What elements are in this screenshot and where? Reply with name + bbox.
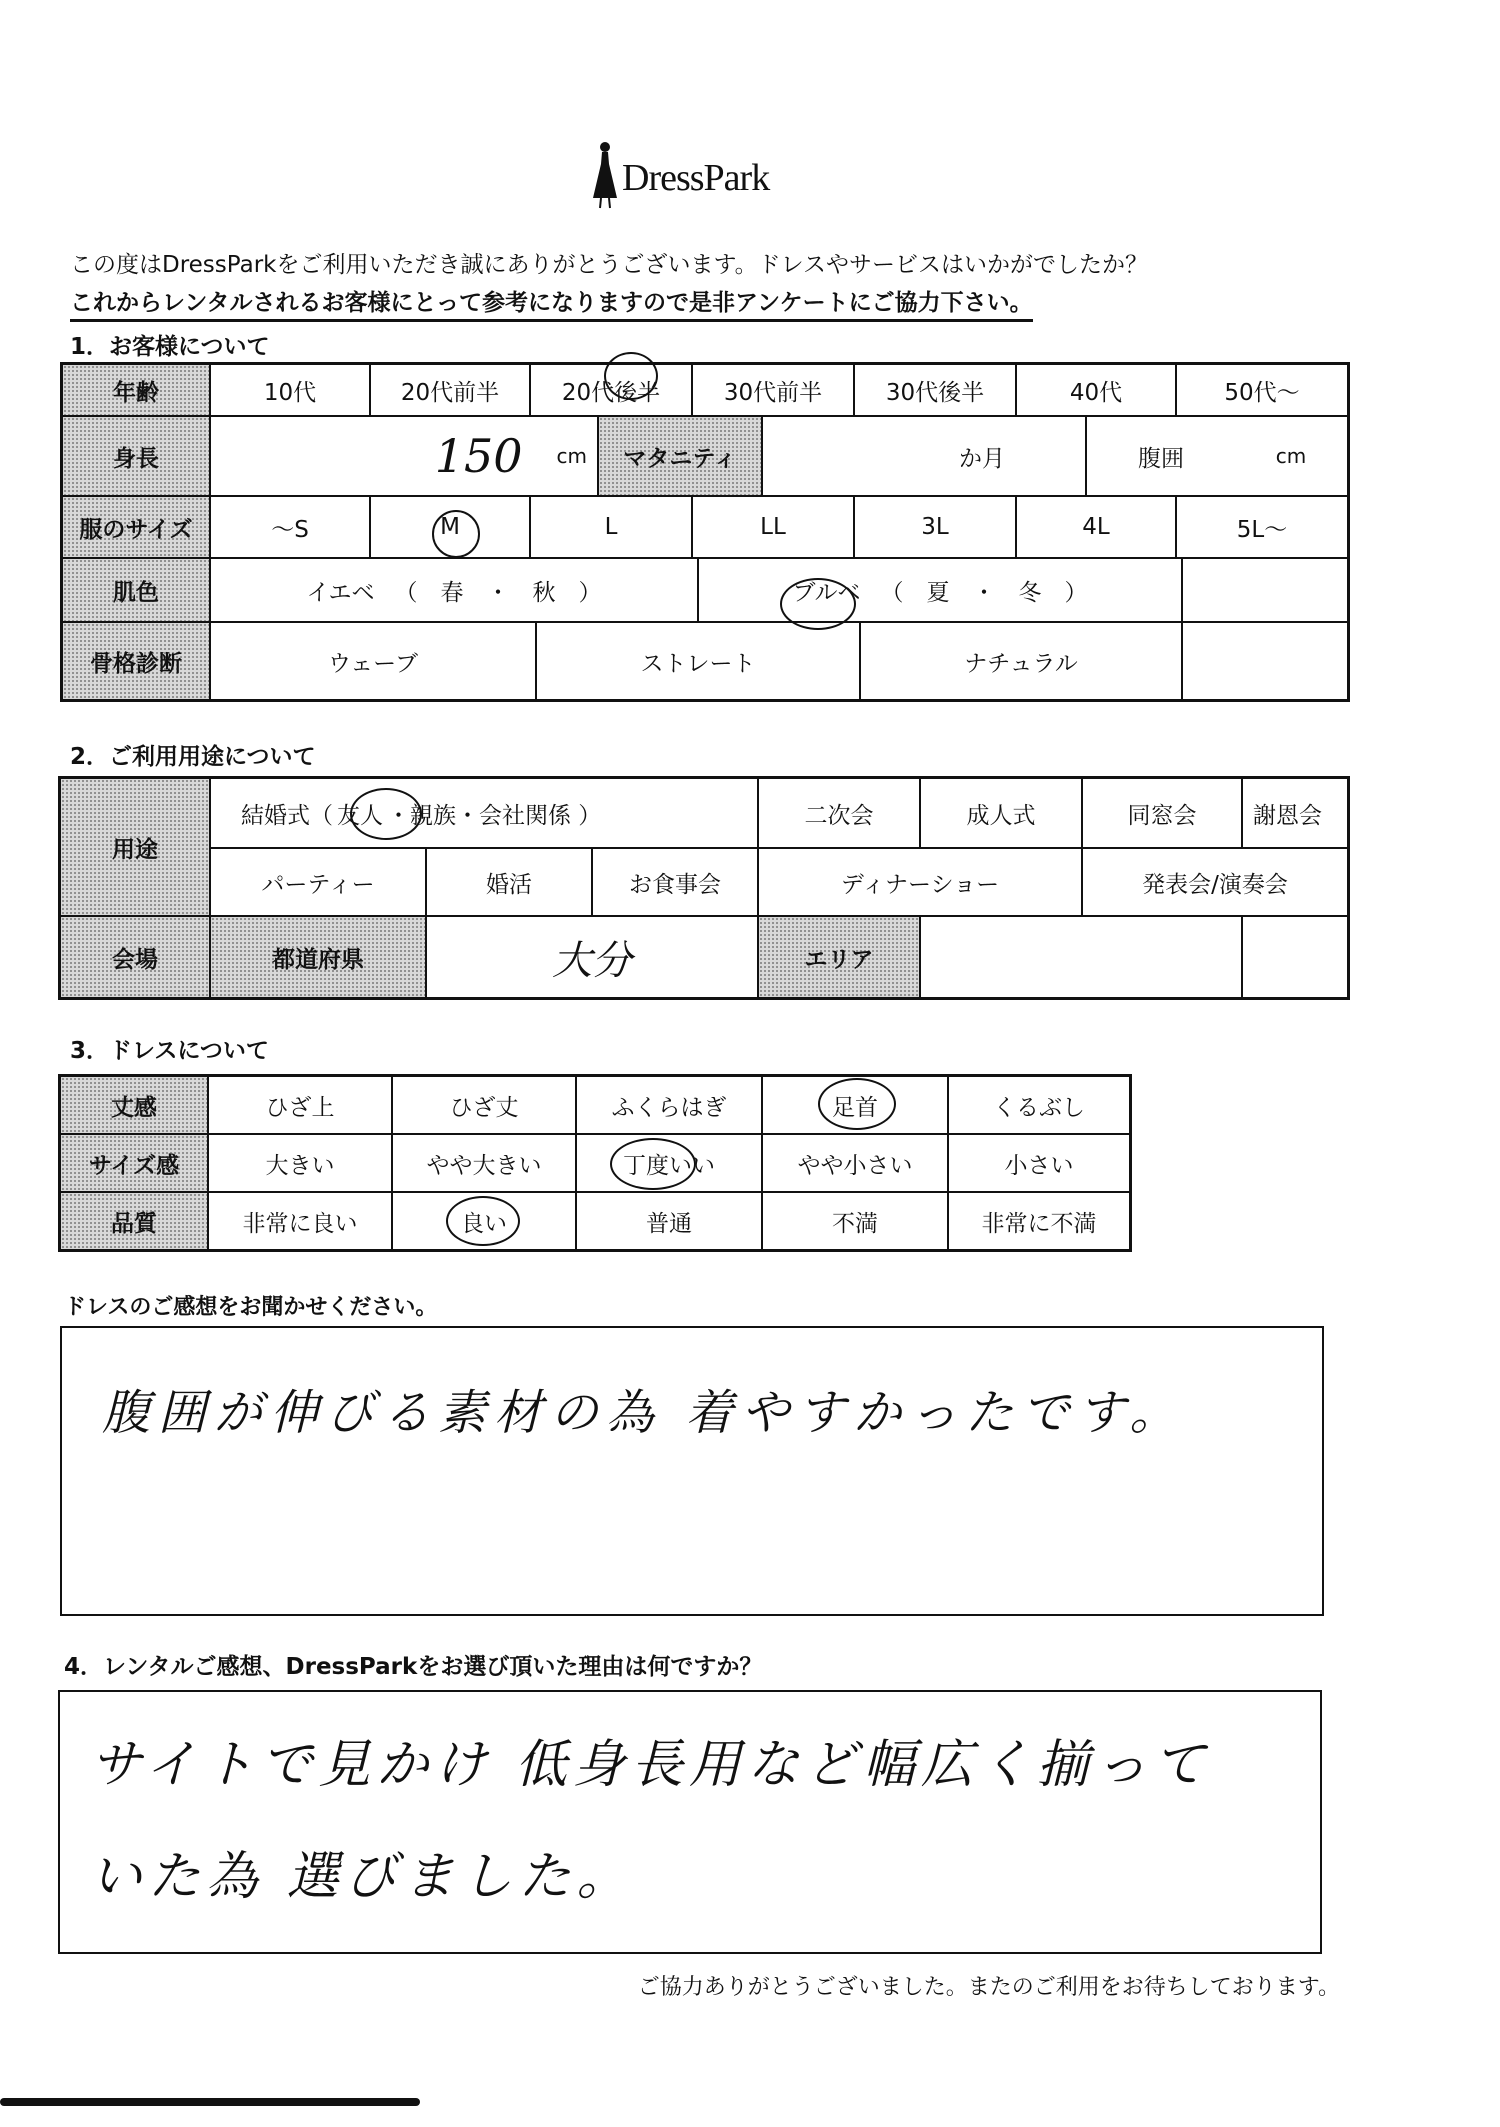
skin-yellow: イエベ bbox=[306, 579, 375, 606]
length-option[interactable]: ひざ丈 bbox=[393, 1077, 577, 1135]
empty-cell bbox=[1183, 559, 1347, 623]
length-option[interactable]: ひざ上 bbox=[209, 1077, 393, 1135]
intro-text: この度はDressParkをご利用いただき誠にありがとうございます。ドレスやサービスはいかがでしたか？ bbox=[70, 252, 1148, 278]
maternity-field[interactable] bbox=[763, 417, 1087, 497]
size-option[interactable]: 5L〜 bbox=[1177, 497, 1347, 559]
quality-option[interactable]: 普通 bbox=[577, 1193, 763, 1249]
height-label: 身長 bbox=[63, 417, 211, 497]
fit-option-selected[interactable]: 丁度いい bbox=[577, 1135, 763, 1193]
size-option[interactable]: LL bbox=[693, 497, 855, 559]
age-label: 年齢 bbox=[63, 365, 211, 417]
purpose-option[interactable]: 婚活 bbox=[427, 849, 593, 917]
frame-label: 骨格診断 bbox=[63, 623, 211, 699]
length-option-selected[interactable]: 足首 bbox=[763, 1077, 949, 1135]
comment-box[interactable] bbox=[60, 1326, 1324, 1616]
skin-blue-seasons: （ 夏 ・ 冬 ） bbox=[880, 579, 1088, 606]
fit-option[interactable]: 大きい bbox=[209, 1135, 393, 1193]
skin-circle-mark bbox=[780, 578, 856, 630]
reason-box[interactable] bbox=[58, 1690, 1322, 1954]
height-value: 150 bbox=[434, 429, 523, 483]
fit-option[interactable]: やや小さい bbox=[763, 1135, 949, 1193]
length-option[interactable]: くるぶし bbox=[949, 1077, 1129, 1135]
venue-label: 会場 bbox=[61, 917, 211, 997]
size-option[interactable]: 〜S bbox=[211, 497, 371, 559]
fit-option[interactable]: やや大きい bbox=[393, 1135, 577, 1193]
quality-option[interactable]: 非常に良い bbox=[209, 1193, 393, 1249]
customer-table bbox=[60, 362, 1350, 702]
prefecture-label: 都道府県 bbox=[211, 917, 427, 997]
frame-option[interactable]: ナチュラル bbox=[861, 623, 1183, 699]
age-option-selected[interactable]: 20代後半 bbox=[531, 365, 693, 417]
comment-text: 腹囲が伸びる素材の為 着やすかったです。 bbox=[102, 1385, 1186, 1441]
fit-circle-mark bbox=[610, 1138, 696, 1190]
age-option[interactable]: 50代〜 bbox=[1177, 365, 1347, 417]
thanks-text: ご協力ありがとうございました。またのご利用をお待ちしております。 bbox=[637, 1975, 1340, 2000]
skin-blue: ブルベ bbox=[792, 579, 861, 606]
size-option-selected[interactable]: M bbox=[371, 497, 531, 559]
age-option[interactable]: 10代 bbox=[211, 365, 371, 417]
fit-label: サイズ感 bbox=[61, 1135, 209, 1193]
size-option[interactable]: L bbox=[531, 497, 693, 559]
waist-label: 腹囲 bbox=[1087, 417, 1235, 497]
purpose-label: 用途 bbox=[61, 779, 211, 917]
brand-name: DressPark bbox=[622, 157, 770, 199]
size-circle-mark bbox=[432, 510, 480, 558]
frame-option[interactable]: ストレート bbox=[537, 623, 861, 699]
age-circle-mark bbox=[604, 352, 658, 400]
quality-option[interactable]: 非常に不満 bbox=[981, 1210, 1097, 1237]
brand-logo bbox=[590, 140, 850, 210]
age-option[interactable]: 40代 bbox=[1017, 365, 1177, 417]
area-label: エリア bbox=[759, 917, 921, 997]
height-field[interactable] bbox=[211, 417, 599, 497]
quality-option-selected[interactable]: 良い bbox=[393, 1193, 577, 1249]
quality-circle-mark bbox=[446, 1196, 520, 1246]
wedding-prefix: 結婚式（ bbox=[241, 802, 333, 829]
frame-option[interactable]: ウェーブ bbox=[211, 623, 537, 699]
scan-artifact-line bbox=[0, 2098, 420, 2106]
intro-request: これからレンタルされるお客様にとって参考になりますので是非アンケートにご協力下さい。 bbox=[70, 284, 1033, 322]
purpose-table bbox=[58, 776, 1350, 1000]
wedding-circle-mark bbox=[350, 788, 422, 840]
skin-yellow-option[interactable] bbox=[211, 559, 699, 623]
size-label: 服のサイズ bbox=[63, 497, 211, 559]
reason-line1: サイトで見かけ 低身長用など幅広く揃って bbox=[90, 1735, 1211, 1795]
length-circle-mark bbox=[818, 1078, 896, 1130]
dress-table bbox=[58, 1074, 1132, 1252]
purpose-option[interactable]: 謝恩会 bbox=[1243, 779, 1347, 849]
section4-title: 4．レンタルご感想、DressParkをお選び頂いた理由は何ですか？ bbox=[64, 1654, 763, 1680]
size-option[interactable]: 3L bbox=[855, 497, 1017, 559]
age-option[interactable]: 30代後半 bbox=[855, 365, 1017, 417]
purpose-option[interactable]: 成人式 bbox=[921, 779, 1083, 849]
prefecture-value: 大分 bbox=[552, 937, 632, 984]
quality-label: 品質 bbox=[61, 1193, 209, 1249]
purpose-option[interactable]: 二次会 bbox=[759, 779, 921, 849]
section1-title: 1．お客様について bbox=[70, 334, 270, 360]
purpose-option[interactable]: 同窓会 bbox=[1083, 779, 1243, 849]
length-label: 丈感 bbox=[61, 1077, 209, 1135]
prefecture-field[interactable] bbox=[427, 917, 759, 997]
wedding-option[interactable] bbox=[211, 779, 759, 849]
empty-cell bbox=[1243, 917, 1347, 997]
waist-unit: cm bbox=[1275, 444, 1307, 468]
wedding-others: ・親族・会社関係 ） bbox=[387, 802, 602, 829]
height-unit: cm bbox=[556, 444, 587, 468]
purpose-option[interactable]: お食事会 bbox=[593, 849, 759, 917]
empty-cell bbox=[1183, 623, 1347, 699]
comment-label: ドレスのご感想をお聞かせください。 bbox=[64, 1295, 438, 1320]
section3-title: 3．ドレスについて bbox=[70, 1038, 269, 1064]
fit-option[interactable]: 小さい bbox=[949, 1135, 1129, 1193]
waist-field[interactable] bbox=[1235, 417, 1347, 497]
age-option[interactable]: 30代前半 bbox=[693, 365, 855, 417]
age-option[interactable]: 20代前半 bbox=[371, 365, 531, 417]
size-option[interactable]: 4L bbox=[1017, 497, 1177, 559]
wedding-friend: 友人 bbox=[337, 802, 383, 829]
skin-blue-option[interactable] bbox=[699, 559, 1183, 623]
purpose-option[interactable]: 発表会/演奏会 bbox=[1083, 849, 1347, 917]
area-field[interactable] bbox=[921, 917, 1243, 997]
maternity-unit: か月 bbox=[959, 445, 1005, 472]
skin-yellow-seasons: （ 春 ・ 秋 ） bbox=[394, 579, 602, 606]
purpose-option[interactable]: パーティー bbox=[211, 849, 427, 917]
skin-label: 肌色 bbox=[63, 559, 211, 623]
section2-title: 2．ご利用用途について bbox=[70, 744, 316, 770]
dress-silhouette-icon bbox=[590, 140, 620, 210]
quality-option[interactable]: 不満 bbox=[763, 1193, 949, 1249]
reason-line2: いた為 選びました。 bbox=[90, 1847, 635, 1907]
maternity-label: マタニティ bbox=[599, 417, 763, 497]
purpose-option[interactable]: ディナーショー bbox=[759, 849, 1083, 917]
length-option[interactable]: ふくらはぎ bbox=[577, 1077, 763, 1135]
